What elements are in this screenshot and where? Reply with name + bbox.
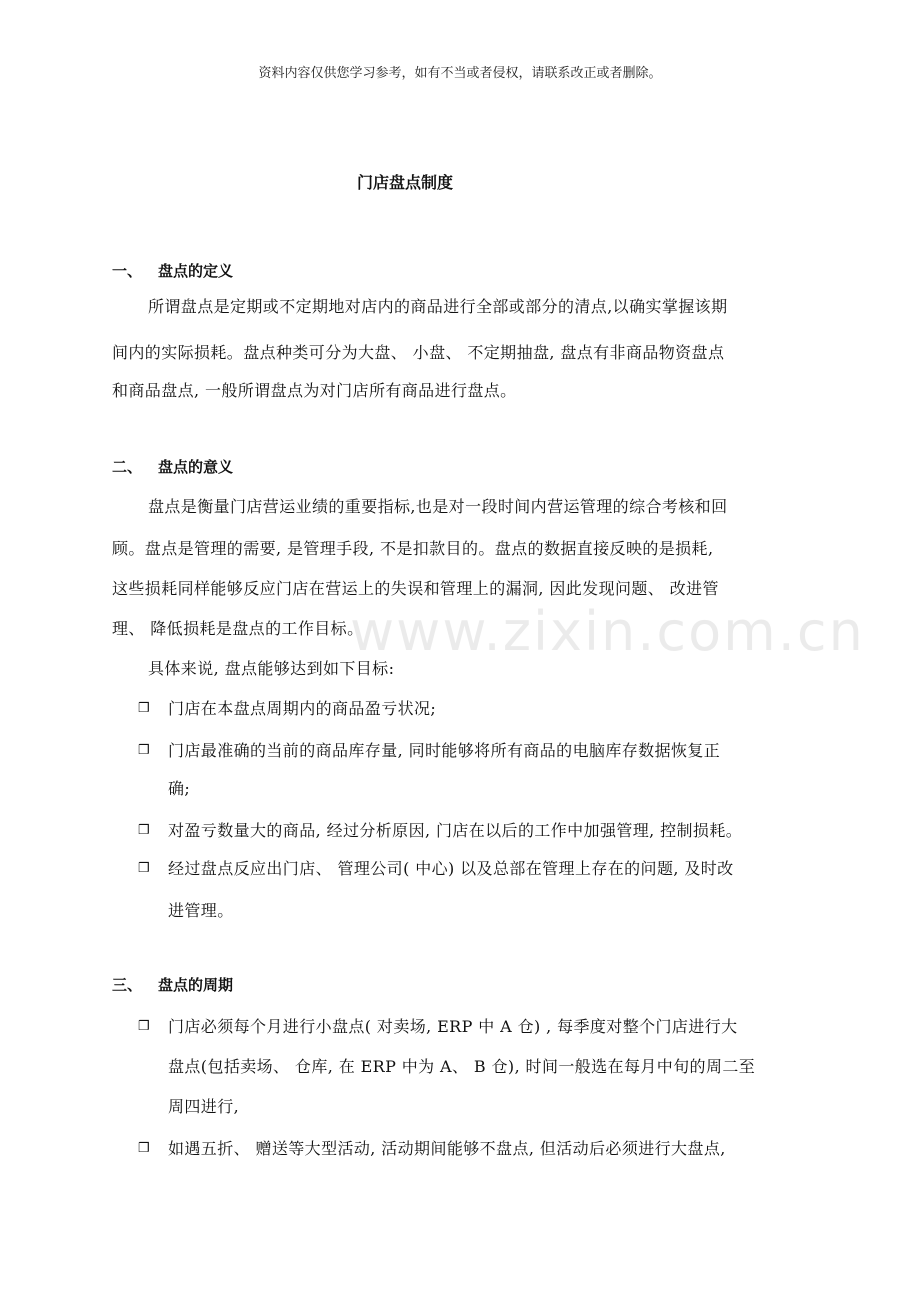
bullet-text: 经过盘点反应出门店、 管理公司( 中心) 以及总部在管理上存在的问题, 及时改 [168, 859, 734, 878]
paragraph-line: 间内的实际损耗。盘点种类可分为大盘、 小盘、 不定期抽盘, 盘点有非商品物资盘点 [112, 343, 725, 362]
checkbox-bullet-icon: ❒ [138, 861, 150, 876]
paragraph-line: 所谓盘点是定期或不定期地对店内的商品进行全部或部分的清点,以确实掌握该期 [148, 297, 728, 316]
section-heading-3: 三、 盘点的周期 [112, 976, 234, 994]
checkbox-bullet-icon: ❒ [138, 1019, 150, 1034]
bullet-text: 门店在本盘点周期内的商品盈亏状况; [168, 699, 437, 718]
paragraph-line: 顾。盘点是管理的需要, 是管理手段, 不是扣款目的。盘点的数据直接反映的是损耗, [112, 539, 714, 558]
paragraph-line: 盘点是衡量门店营运业绩的重要指标,也是对一段时间内营运管理的综合考核和回 [148, 497, 728, 516]
paragraph-line: 和商品盘点, 一般所谓盘点为对门店所有商品进行盘点。 [112, 381, 517, 400]
paragraph-line: 理、 降低损耗是盘点的工作目标。 [112, 619, 364, 638]
paragraph-line: 具体来说, 盘点能够达到如下目标: [148, 659, 395, 678]
watermark-text: www.zixin.com.cn [350, 600, 865, 663]
section-heading-1: 一、 盘点的定义 [112, 262, 234, 280]
checkbox-bullet-icon: ❒ [138, 1141, 150, 1156]
bullet-text: 周四进行, [168, 1097, 240, 1116]
checkbox-bullet-icon: ❒ [138, 823, 150, 838]
document-title: 门店盘点制度 [356, 173, 453, 192]
paragraph-line: 这些损耗同样能够反应门店在营运上的失误和管理上的漏洞, 因此发现问题、 改进管 [112, 579, 719, 598]
section-heading-2: 二、 盘点的意义 [112, 458, 234, 476]
header-note: 资料内容仅供您学习参考，如有不当或者侵权，请联系改正或者删除。 [258, 66, 662, 81]
bullet-text: 门店必须每个月进行小盘点( 对卖场, ERP 中 A 仓) , 每季度对整个门店进行大 [168, 1017, 738, 1036]
bullet-text: 门店最准确的当前的商品库存量, 同时能够将所有商品的电脑库存数据恢复正 [168, 741, 721, 760]
bullet-text: 进管理。 [168, 901, 234, 920]
bullet-text: 对盈亏数量大的商品, 经过分析原因, 门店在以后的工作中加强管理, 控制损耗。 [168, 821, 743, 840]
checkbox-bullet-icon: ❒ [138, 743, 150, 758]
bullet-text: 确; [168, 779, 191, 798]
bullet-text: 如遇五折、 赠送等大型活动, 活动期间能够不盘点, 但活动后必须进行大盘点, [168, 1139, 726, 1158]
checkbox-bullet-icon: ❒ [138, 701, 150, 716]
bullet-text: 盘点(包括卖场、 仓库, 在 ERP 中为 A、 B 仓), 时间一般选在每月中旬的周二至 [168, 1057, 756, 1076]
